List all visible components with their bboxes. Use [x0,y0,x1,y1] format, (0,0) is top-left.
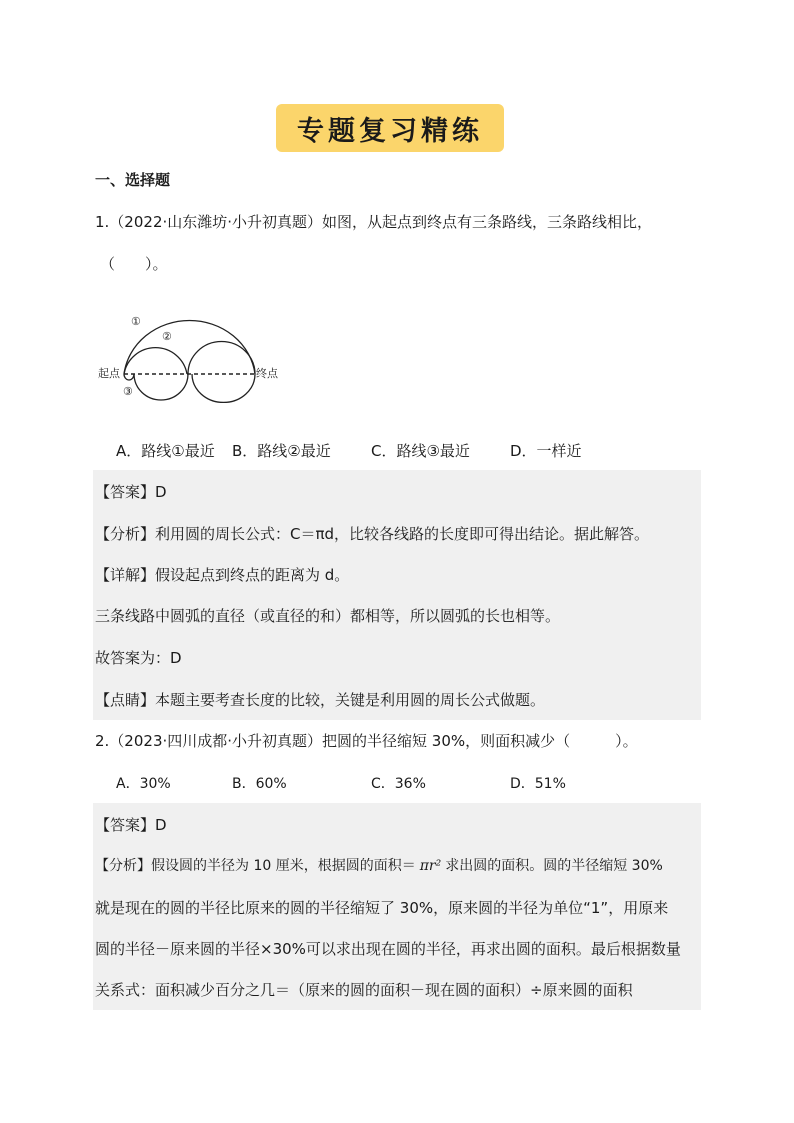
route-figure [96,308,286,403]
q2-analysis-line3: 圆的半径－原来圆的半径×30%可以求出现在圆的半径，再求出圆的面积。最后根据数量 [95,940,681,958]
q2-analysis-line4: 关系式：面积减少百分之几＝（原来的圆的面积－现在圆的面积）÷原来圆的面积 [95,981,633,999]
q2-option-c: C．36% [371,776,426,792]
q1-conclusion: 故答案为：D [95,649,182,667]
q1-detail: 【详解】假设起点到终点的距离为 d。 [95,566,350,584]
q1-stem-line2: （ ）。 [100,255,168,273]
q2-analysis-part-a: 【分析】假设圆的半径为 10 厘米，根据圆的面积＝ [95,858,416,874]
q1-option-b: B．路线②最近 [232,442,331,460]
q2-analysis-line1 [95,856,663,876]
q2-stem: 2.（2023·四川成都·小升初真题）把圆的半径缩短 30%，则面积减少（ ）。 [95,732,638,750]
q1-answer: 【答案】D [95,483,167,501]
page-title: 专题复习精练 [276,104,504,152]
q2-option-b: B．60% [232,776,287,792]
q1-comment: 【点睛】本题主要考查长度的比较，关键是利用圆的周长公式做题。 [95,691,546,709]
label-end: 终点 [256,367,278,380]
q1-option-d: D．一样近 [510,442,582,460]
q2-analysis-part-b: 求出圆的面积。圆的半径缩短 30% [445,858,663,874]
mark-route-2: ② [162,330,172,343]
q2-answer: 【答案】D [95,816,167,834]
route-3-arc-small [124,374,134,380]
route-2-arc-left [124,348,187,374]
q2-option-a: A．30% [116,776,171,792]
label-start: 起点 [98,367,120,380]
q1-solution-panel [93,470,701,720]
q2-option-d: D．51% [510,776,566,792]
route-3-arc-right [192,374,255,402]
mark-route-3: ③ [123,385,133,398]
route-3-arc-mid [134,374,188,400]
q2-analysis-line2: 就是现在的圆的半径比原来的圆的半径缩短了 30%，原来圆的半径为单位“1”，用原来 [95,899,669,917]
area-formula: πr² [419,858,442,874]
q1-detail-2: 三条线路中圆弧的直径（或直径的和）都相等，所以圆弧的长也相等。 [95,607,561,625]
q1-option-c: C．路线③最近 [371,442,470,460]
q1-option-a: A．路线①最近 [116,442,215,460]
q1-analysis: 【分析】利用圆的周长公式：C＝πd，比较各线路的长度即可得出结论。据此解答。 [95,525,650,543]
mark-route-1: ① [131,315,141,328]
section-heading: 一、选择题 [95,171,171,189]
route-2-arc-right [188,342,255,374]
q1-stem-line1: 1.（2022·山东潍坊·小升初真题）如图，从起点到终点有三条路线，三条路线相比， [95,213,653,231]
